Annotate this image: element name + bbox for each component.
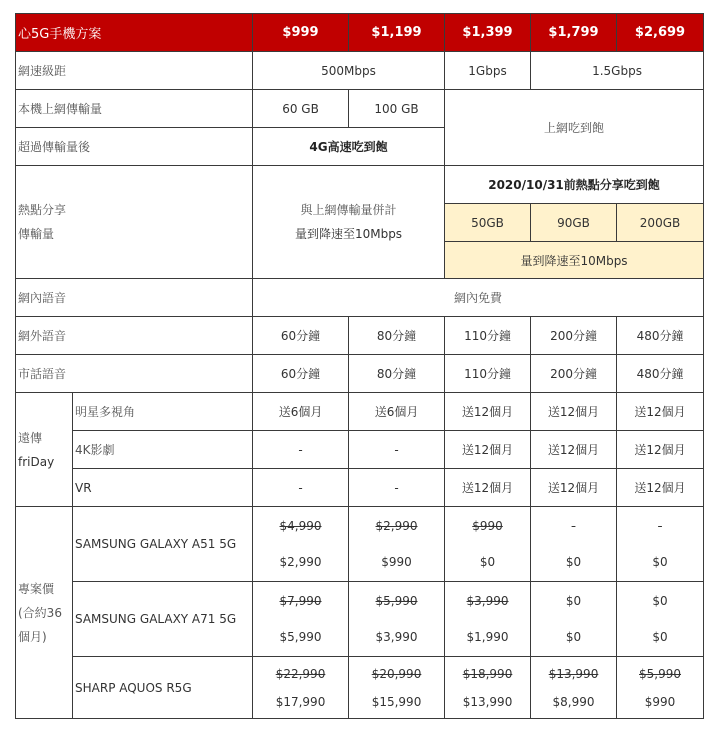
device-price-cell (531, 582, 617, 657)
friday-value: 送12個月 (617, 469, 704, 507)
device-price-cell (617, 657, 704, 719)
minutes-value: 80分鐘 (349, 355, 445, 393)
minutes-value: 110分鐘 (445, 317, 531, 355)
original-price: $5,990 (639, 666, 682, 681)
friday-item-label: VR (73, 469, 253, 507)
onnet-row (16, 279, 704, 317)
device-price-cell (531, 657, 617, 719)
project-price: $0 (652, 555, 668, 569)
device-row (16, 507, 704, 582)
project-price: $990 (644, 694, 676, 709)
friday-value: 送6個月 (349, 393, 445, 431)
label-line: 個月) (18, 629, 47, 644)
minutes-value: 480分鐘 (617, 317, 704, 355)
data-row (16, 90, 704, 128)
friday-row (16, 469, 704, 507)
project-price: $2,990 (279, 555, 322, 569)
plan-price-1399: $1,399 (445, 14, 531, 52)
landline-row (16, 355, 704, 393)
header-row (16, 14, 704, 52)
original-price (534, 515, 613, 537)
data-value: 100 GB (349, 90, 445, 128)
device-price-cell (253, 582, 349, 657)
hotspot-shared (253, 166, 445, 279)
project-price: $990 (381, 555, 412, 569)
project-price: $5,990 (279, 630, 322, 644)
friday-item-label: 4K影劇 (73, 431, 253, 469)
project-price: $0 (565, 555, 582, 569)
label-line: 遠傳 (18, 430, 43, 445)
friday-value: 送12個月 (445, 469, 531, 507)
overage-value: 4G高速吃到飽 (253, 128, 445, 166)
friday-value: - (349, 431, 445, 469)
minutes-value: 200分鐘 (531, 317, 617, 355)
plan-price-999: $999 (253, 14, 349, 52)
minutes-value: 80分鐘 (349, 317, 445, 355)
friday-value: 送12個月 (445, 393, 531, 431)
device-price-cell (531, 507, 617, 582)
table-title: 心5G手機方案 (16, 14, 253, 52)
row-label: 網速級距 (16, 52, 253, 90)
device-price-cell (349, 657, 445, 719)
speed-value: 500Mbps (253, 52, 445, 90)
device-name: SHARP AQUOS R5G (73, 657, 253, 719)
project-price: $1,990 (466, 630, 509, 644)
device-price-cell (349, 507, 445, 582)
device-row (16, 582, 704, 657)
project-price: $15,990 (371, 694, 422, 709)
friday-value: - (253, 469, 349, 507)
label-line: 專案價 (18, 581, 55, 596)
original-price (620, 515, 700, 537)
original-price: $13,990 (548, 666, 599, 681)
original-price: $990 (472, 519, 503, 533)
minutes-value: 200分鐘 (531, 355, 617, 393)
project-price: $13,990 (462, 694, 513, 709)
hotspot-promo-after: 量到降速至10Mbps (445, 242, 704, 279)
row-label: 網外語音 (16, 317, 253, 355)
original-price: $3,990 (466, 594, 509, 608)
project-price: $0 (479, 555, 496, 569)
device-group-label (16, 507, 73, 719)
device-price-cell (617, 507, 704, 582)
original-price: $20,990 (371, 666, 422, 681)
friday-value: 送12個月 (617, 393, 704, 431)
data-value: 60 GB (253, 90, 349, 128)
original-price: $4,990 (279, 519, 322, 533)
hotspot-promo-value: 50GB (445, 204, 531, 242)
project-price: $0 (652, 594, 668, 608)
friday-value: - (253, 431, 349, 469)
label-line: friDay (18, 454, 55, 469)
offnet-row (16, 317, 704, 355)
hotspot-promo-value: 90GB (531, 204, 617, 242)
device-price-cell (445, 657, 531, 719)
row-label (16, 166, 253, 279)
friday-value: 送12個月 (531, 431, 617, 469)
row-label: 網內語音 (16, 279, 253, 317)
label-line: 熱點分享 (18, 203, 67, 217)
plan-price-1799: $1,799 (531, 14, 617, 52)
row-label: 市話語音 (16, 355, 253, 393)
friday-value: 送12個月 (531, 469, 617, 507)
original-price: $22,990 (275, 666, 326, 681)
friday-value: 送6個月 (253, 393, 349, 431)
hotspot-shared-line: 量到降速至10Mbps (294, 227, 403, 241)
friday-item-label: 明星多視角 (73, 393, 253, 431)
minutes-value: 110分鐘 (445, 355, 531, 393)
project-price: $0 (652, 630, 668, 644)
original-price: $2,990 (375, 519, 418, 533)
device-price-cell (349, 582, 445, 657)
device-name: SAMSUNG GALAXY A51 5G (73, 507, 253, 582)
speed-row (16, 52, 704, 90)
hotspot-shared-line: 與上網傳輸量併計 (300, 203, 397, 217)
original-price: $7,990 (279, 594, 322, 608)
hotspot-promo-title: 2020/10/31前熱點分享吃到飽 (445, 166, 704, 204)
speed-value: 1Gbps (445, 52, 531, 90)
device-price-cell (253, 507, 349, 582)
label-line: (合約36 (18, 605, 62, 620)
label-line: 傳輸量 (18, 227, 55, 241)
friday-value: 送12個月 (617, 431, 704, 469)
original-price: $18,990 (462, 666, 513, 681)
project-price: $3,990 (375, 630, 418, 644)
plan-price-2699: $2,699 (617, 14, 704, 52)
device-price-cell (445, 507, 531, 582)
friday-value: 送12個月 (531, 393, 617, 431)
onnet-value: 網內免費 (253, 279, 704, 317)
device-name: SAMSUNG GALAXY A71 5G (73, 582, 253, 657)
project-price: $17,990 (275, 694, 326, 709)
minutes-value: 60分鐘 (253, 355, 349, 393)
speed-value: 1.5Gbps (531, 52, 704, 90)
plan-price-1199: $1,199 (349, 14, 445, 52)
original-price: $5,990 (375, 594, 418, 608)
row-label: 本機上網傳輸量 (16, 90, 253, 128)
friday-value: - (349, 469, 445, 507)
plan-comparison-table (15, 13, 704, 719)
hotspot-promo-value: 200GB (617, 204, 704, 242)
device-price-cell (445, 582, 531, 657)
device-row (16, 657, 704, 719)
minutes-value: 60分鐘 (253, 317, 349, 355)
project-price: $0 (565, 594, 582, 608)
friday-value: 送12個月 (445, 431, 531, 469)
hotspot-row (16, 166, 704, 204)
device-price-cell (253, 657, 349, 719)
row-label: 超過傳輸量後 (16, 128, 253, 166)
device-price-cell (617, 582, 704, 657)
minutes-value: 480分鐘 (617, 355, 704, 393)
unlimited-data: 上網吃到飽 (445, 90, 704, 166)
project-price: $0 (565, 630, 582, 644)
friday-group-label (16, 393, 73, 507)
friday-row (16, 393, 704, 431)
project-price: $8,990 (552, 694, 595, 709)
friday-row (16, 431, 704, 469)
